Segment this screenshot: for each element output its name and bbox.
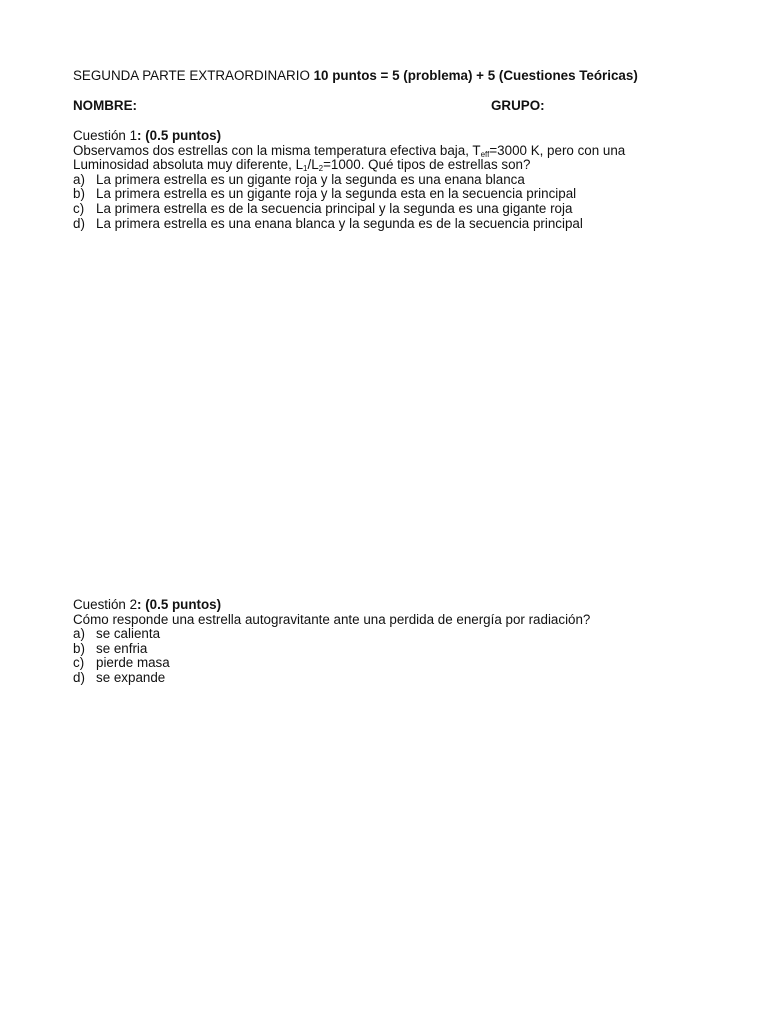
teff-subscript: eff bbox=[480, 149, 490, 159]
exam-title-normal: SEGUNDA PARTE EXTRAORDINARIO bbox=[73, 68, 314, 83]
option-item bbox=[73, 642, 693, 657]
l2-subscript: 2 bbox=[318, 164, 324, 174]
option-text: pierde masa bbox=[96, 655, 170, 671]
question-2-text: Cómo responde una estrella autogravitante ante una perdida de energía por radiación? bbox=[73, 611, 591, 627]
question-2-label: Cuestión 2 bbox=[73, 597, 138, 612]
option-letter: d) bbox=[73, 215, 85, 231]
question-1-heading bbox=[73, 129, 693, 144]
nombre-label: NOMBRE: bbox=[73, 98, 137, 113]
question-1-text-line-1 bbox=[73, 144, 693, 159]
exam-title bbox=[73, 69, 638, 84]
question-2 bbox=[73, 598, 693, 686]
question-2-heading bbox=[73, 598, 693, 613]
option-text: se expande bbox=[96, 669, 166, 685]
option-letter: b) bbox=[73, 640, 85, 656]
option-text: La primera estrella es un gigante roja y la segunda es una enana blanca bbox=[96, 171, 525, 187]
option-text: se enfria bbox=[96, 640, 148, 656]
question-1-text-line-2 bbox=[73, 158, 693, 173]
option-letter: c) bbox=[73, 200, 85, 216]
option-letter: a) bbox=[73, 626, 85, 642]
question-1-text-part: =1000. Qué tipos de estrellas son? bbox=[323, 157, 531, 173]
option-letter: d) bbox=[73, 669, 85, 685]
question-2-options bbox=[73, 627, 693, 685]
option-text: La primera estrella es un gigante roja y la segunda esta en la secuencia principal bbox=[96, 186, 577, 202]
option-text: se calienta bbox=[96, 626, 161, 642]
exam-title-bold: 10 puntos = 5 (problema) + 5 (Cuestiones Teóricas) bbox=[313, 68, 638, 83]
option-text: La primera estrella es de la secuencia principal y la segunda es una gigante roja bbox=[96, 200, 573, 216]
option-item bbox=[73, 217, 693, 232]
l1-subscript: 1 bbox=[303, 164, 308, 174]
option-letter: a) bbox=[73, 171, 85, 187]
question-1-text-part: Observamos dos estrellas con la misma temperatura efectiva baja, T bbox=[73, 142, 481, 158]
option-item bbox=[73, 671, 693, 686]
option-item bbox=[73, 656, 693, 671]
question-1-label: Cuestión 1 bbox=[73, 128, 138, 143]
option-letter: b) bbox=[73, 186, 85, 202]
question-1-text-part: /L bbox=[307, 157, 319, 173]
option-text: La primera estrella es una enana blanca y la segunda es de la secuencia principal bbox=[96, 215, 583, 231]
option-item bbox=[73, 627, 693, 642]
question-1 bbox=[73, 129, 693, 231]
option-item bbox=[73, 187, 693, 202]
option-item bbox=[73, 173, 693, 188]
option-item bbox=[73, 202, 693, 217]
question-1-points: : (0.5 puntos) bbox=[137, 128, 222, 143]
question-2-points: : (0.5 puntos) bbox=[137, 597, 222, 612]
question-1-text-part: =3000 K, pero con una bbox=[489, 142, 626, 158]
question-1-text-part: Luminosidad absoluta muy diferente, L bbox=[73, 157, 304, 173]
grupo-label: GRUPO: bbox=[491, 98, 545, 113]
question-1-options bbox=[73, 173, 693, 231]
option-letter: c) bbox=[73, 655, 85, 671]
student-info-row bbox=[73, 99, 693, 114]
